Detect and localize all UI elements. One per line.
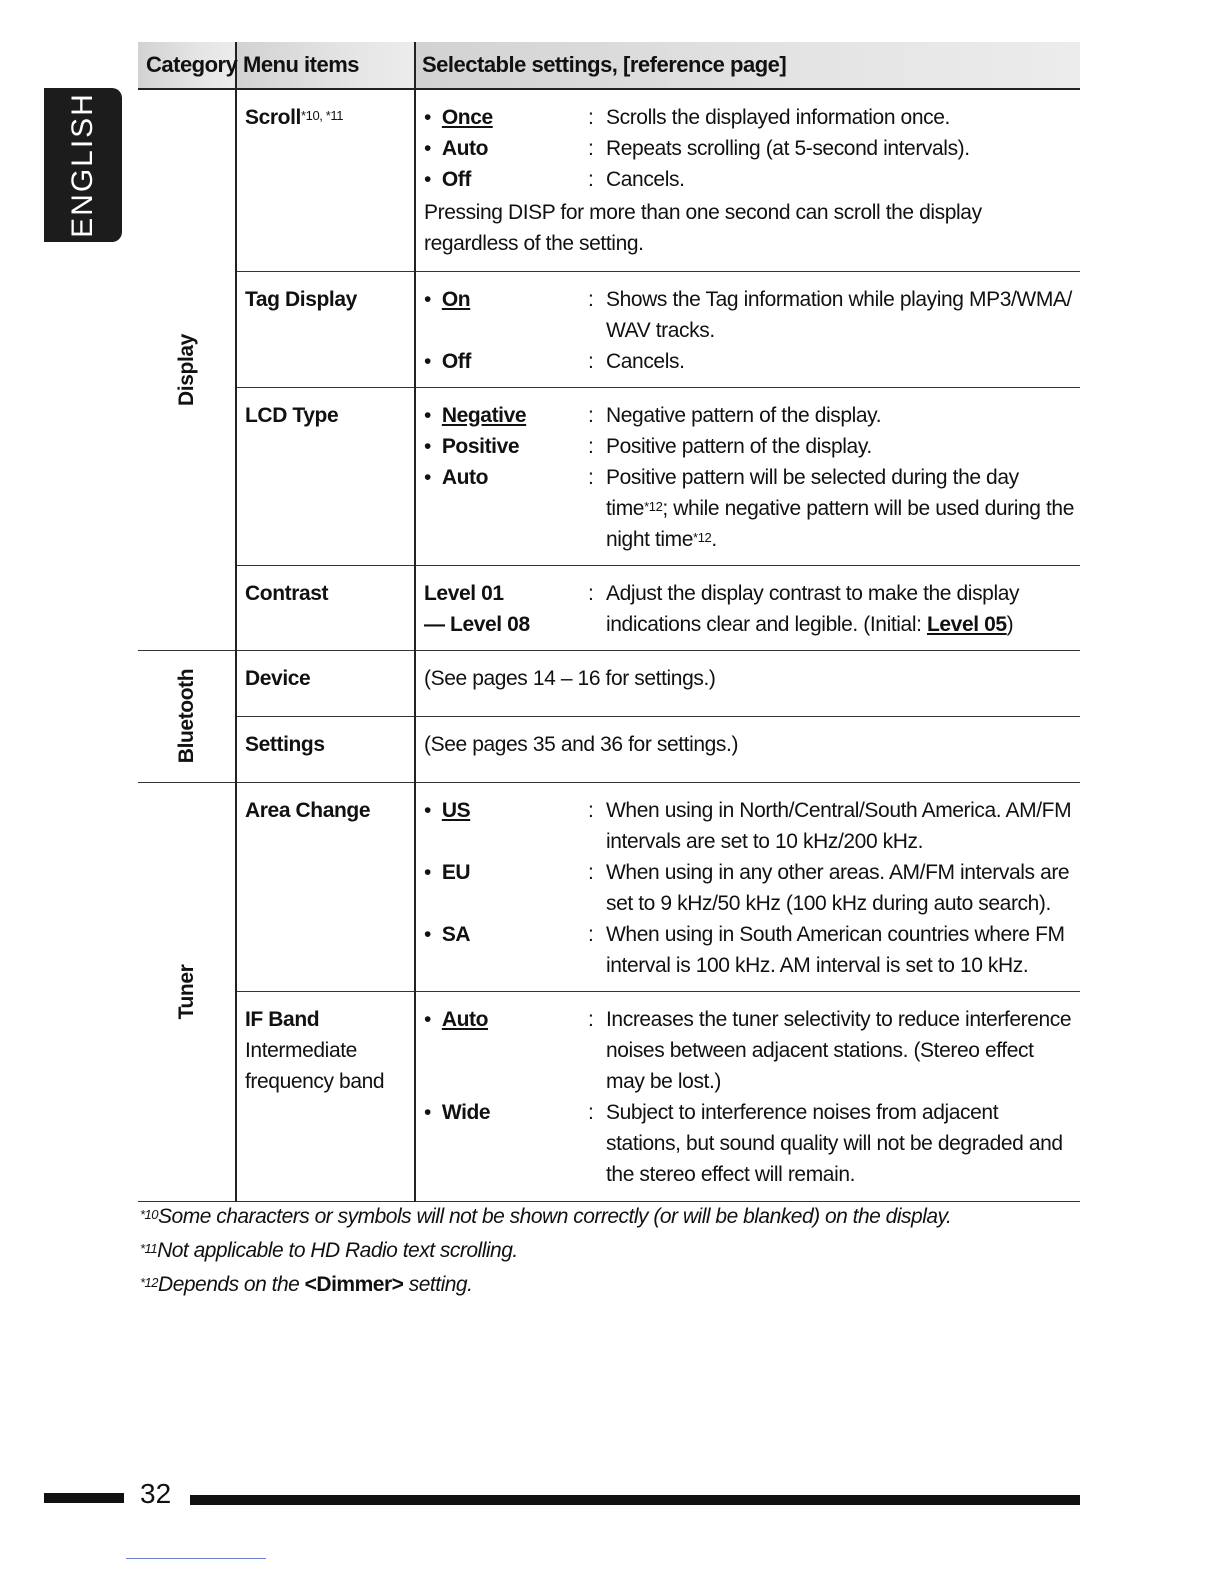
option-name: Off <box>441 349 471 373</box>
footnote-mark: *11 <box>140 1241 158 1256</box>
lcd-auto-desc-a: Positive pattern will be selected during the day time <box>606 465 1019 520</box>
lcd-auto-desc-c: . <box>711 527 717 551</box>
option-name: On <box>441 287 471 311</box>
contrast-range-from: Level 01 <box>424 581 504 605</box>
settings-tag-display <box>415 271 1080 387</box>
footnote <box>140 1200 1140 1234</box>
footnote-text: Some characters or symbols will not be shown correctly (or will be blanked) on the display. <box>158 1205 952 1228</box>
option-row: • Auto : Increases the tuner selectivity to reduce interference noises between adjacent stations. (Stereo effect may be lost.) <box>424 1004 1074 1097</box>
footnote-bold: <Dimmer> <box>304 1273 404 1296</box>
contrast-desc: Adjust the display contrast to make the display indications clear and legible. (Initial: <box>606 581 1020 636</box>
option-desc: Cancels. <box>606 349 685 373</box>
settings-contrast <box>415 565 1080 650</box>
menu-item-scroll-label: Scroll <box>245 106 301 129</box>
option-desc: When using in North/Central/South America. AM/FM intervals are set to 10 kHz/200 kHz. <box>606 798 1072 853</box>
settings-bt-settings: (See pages 35 and 36 for settings.) <box>415 716 1080 782</box>
option-name: Negative <box>441 403 527 427</box>
footnote-mark: *12 <box>140 1275 159 1290</box>
header-settings: Selectable settings, [reference page] <box>415 42 1080 89</box>
option-name: Wide <box>441 1100 491 1124</box>
option-desc <box>606 578 1074 640</box>
option-name: EU <box>441 860 471 884</box>
table-row <box>138 89 1080 271</box>
option-row: • Positive : Positive pattern of the display. <box>424 431 1074 462</box>
settings-if-band <box>415 991 1080 1201</box>
settings-area-change <box>415 782 1080 991</box>
option-desc: Repeats scrolling (at 5-second intervals). <box>606 137 970 160</box>
option-desc: Negative pattern of the display. <box>606 403 882 427</box>
category-tuner-cell <box>138 782 236 1201</box>
table-row <box>138 991 1080 1201</box>
option-row: Level 01 — Level 08 : Adjust the display contrast to make the display indications clear and legible. (Initial: Level 05) <box>424 578 1074 640</box>
category-display-cell <box>138 89 236 650</box>
option-name: Auto <box>441 465 489 489</box>
table-row <box>138 565 1080 650</box>
footnote-mark: *12 <box>693 529 712 545</box>
menu-item-contrast: Contrast <box>236 565 415 650</box>
option-desc: When using in any other areas. AM/FM intervals are set to 9 kHz/50 kHz (100 kHz during auto search). <box>606 860 1070 915</box>
category-tuner-label: Tuner <box>174 964 198 1019</box>
table-row <box>138 716 1080 782</box>
menu-item-if-band <box>236 991 415 1201</box>
option-desc: Increases the tuner selectivity to reduce interference noises between adjacent stations. (Stereo effect may be lost.) <box>606 1007 1072 1093</box>
contrast-range-to: — Level 08 <box>424 612 530 636</box>
option-name: Once <box>441 106 493 129</box>
option-row: • EU : When using in any other areas. AM/FM intervals are set to 9 kHz/50 kHz (100 kHz during auto search). <box>424 857 1074 919</box>
option-desc: Cancels. <box>606 168 685 191</box>
header-category: Category <box>138 42 236 89</box>
footnote <box>140 1268 1140 1302</box>
lcd-auto-desc-b: ; while negative pattern will be used during the night time <box>606 496 1074 551</box>
footnote-text: setting. <box>403 1273 473 1296</box>
header-menu-items: Menu items <box>236 42 415 89</box>
option-row: • Off : Cancels. <box>424 346 1074 377</box>
option-row: • Auto : Positive pattern will be selected during the day time$^{*12}$; while negative pattern will be used during the night time$^{*12}$. <box>424 462 1074 555</box>
menu-item-scroll <box>236 89 415 271</box>
page-number: 32 <box>140 1478 172 1509</box>
option-desc: Subject to interference noises from adjacent stations, but sound quality will not be degraded and the stereo effect will remain. <box>606 1100 1063 1186</box>
table-row <box>138 387 1080 565</box>
menu-item-if-band-label: IF Band <box>245 1007 320 1031</box>
option-row: • US : When using in North/Central/South America. AM/FM intervals are set to 10 kHz/200 kHz. <box>424 795 1074 857</box>
category-bluetooth-label: Bluetooth <box>174 668 198 764</box>
footnote <box>140 1234 1140 1268</box>
table-header-row <box>138 42 1080 89</box>
category-display-label: Display <box>174 333 198 406</box>
option-row: • Wide : Subject to interference noises from adjacent stations, but sound quality will not be degraded and the stereo effect will remain. <box>424 1097 1074 1190</box>
contrast-initial: Level 05 <box>926 612 1007 636</box>
footnote-text: Not applicable to HD Radio text scrolling. <box>157 1239 518 1262</box>
language-tab-label: ENGLISH <box>66 92 99 238</box>
language-tab <box>44 88 122 242</box>
option-row: • Off : Cancels. <box>424 164 1074 195</box>
footnote-mark: *12 <box>644 498 663 514</box>
category-bluetooth-cell <box>138 650 236 782</box>
option-desc: When using in South American countries where FM interval is 100 kHz. AM interval is set to 10 kHz. <box>606 922 1065 977</box>
settings-lcd-type <box>415 387 1080 565</box>
option-row: • Negative : Negative pattern of the display. <box>424 400 1074 431</box>
option-row: • Auto : Repeats scrolling (at 5-second intervals). <box>424 133 1074 164</box>
scroll-note: Pressing DISP for more than one second can scroll the display regardless of the setting. <box>424 201 982 255</box>
option-name: Off <box>441 168 471 191</box>
footer-bar-left <box>44 1493 124 1503</box>
option-row: • On : Shows the Tag information while playing MP3/WMA/ WAV tracks. <box>424 284 1074 346</box>
settings-scroll <box>415 89 1080 271</box>
scroll-footnote-mark: *10, *11 <box>300 108 344 123</box>
option-name: SA <box>441 922 471 946</box>
settings-device: (See pages 14 – 16 for settings.) <box>415 650 1080 716</box>
menu-item-if-band-sub: Intermediate frequency band <box>245 1038 385 1093</box>
option-desc: Shows the Tag information while playing MP3/WMA/ WAV tracks. <box>606 287 1072 342</box>
option-name: US <box>441 798 471 822</box>
menu-item-lcd-type: LCD Type <box>236 387 415 565</box>
footer-bar-right <box>190 1495 1080 1505</box>
table-row <box>138 271 1080 387</box>
option-row: • Once : Scrolls the displayed information once. <box>424 102 1074 133</box>
footnote-text: Depends on the <box>158 1273 305 1296</box>
option-desc <box>606 462 1074 555</box>
footnotes <box>140 1200 1140 1302</box>
option-desc: Scrolls the displayed information once. <box>606 106 950 129</box>
contrast-range <box>424 578 588 640</box>
footnote-mark: *10 <box>140 1207 159 1222</box>
menu-item-device: Device <box>236 650 415 716</box>
menu-item-area-change: Area Change <box>236 782 415 991</box>
option-desc: Positive pattern of the display. <box>606 434 872 458</box>
table-row <box>138 650 1080 716</box>
option-name: Positive <box>441 434 520 458</box>
table-row <box>138 782 1080 991</box>
settings-table <box>138 42 1080 1202</box>
option-row: • SA : When using in South American countries where FM interval is 100 kHz. AM interval is set to 10 kHz. <box>424 919 1074 981</box>
contrast-desc-end: ) <box>1006 612 1014 636</box>
option-name: Auto <box>441 1007 489 1031</box>
menu-item-tag-display: Tag Display <box>236 271 415 387</box>
bottom-rule <box>126 1558 266 1559</box>
menu-item-settings: Settings <box>236 716 415 782</box>
option-name: Auto <box>441 137 489 160</box>
